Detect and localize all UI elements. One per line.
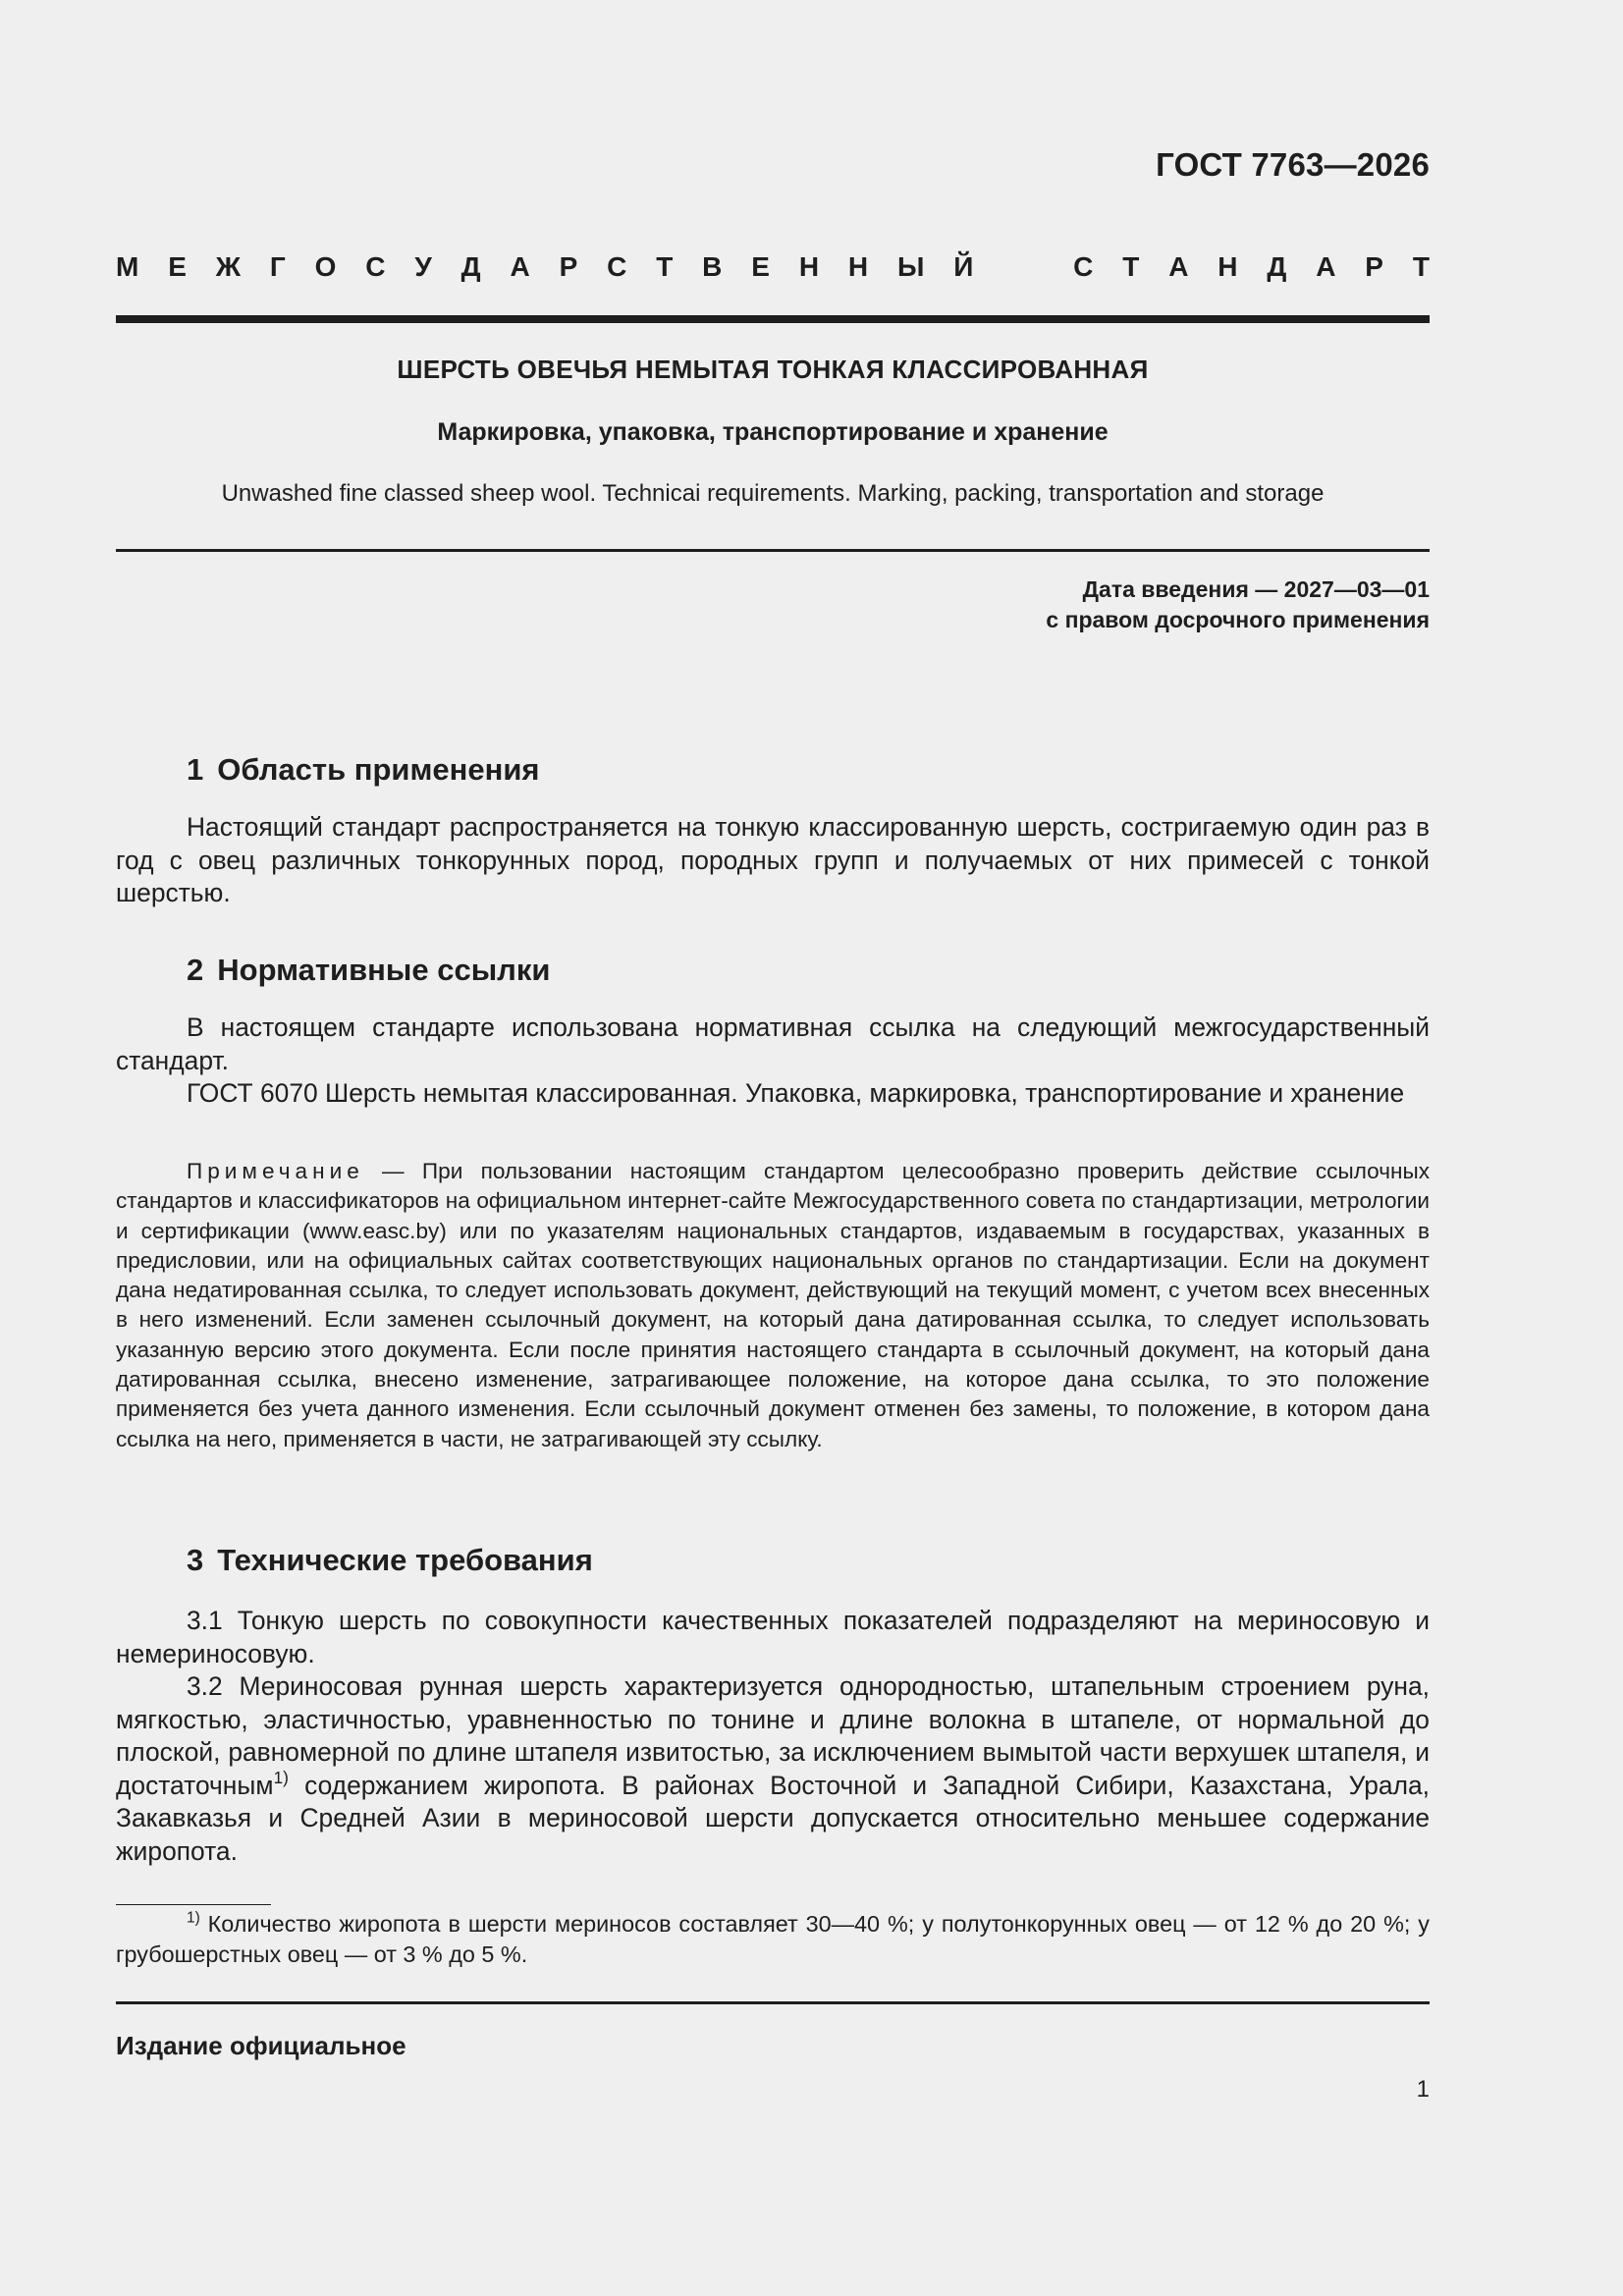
std-letter: С xyxy=(1073,251,1094,282)
introduction-date-line: Дата введения — 2027—03—01 xyxy=(1082,576,1430,602)
std-letter: Г xyxy=(269,251,286,282)
std-letter: С xyxy=(607,251,627,282)
document-subtitle: Маркировка, упаковка, транспортирование и хранение xyxy=(437,418,1109,446)
section-heading xyxy=(187,953,550,988)
title-rule xyxy=(116,549,1430,552)
std-letter: Й xyxy=(953,251,974,282)
note-text: — При пользовании настоящим стандартом целесообразно проверить действие ссылочных стандартов и классификаторов на официальном интернет-сайте Межгосударственного совета по стандартизации, метрологии и сертификации (www.easc.by) или по указателям национальных стандартов, издаваемым в государствах, указанных в предисловии, или на официальных сайтах соответствующих национальных органов по стандартизации. Если на документ дана недатированная ссылка, то следует использовать документ, действующий на текущий момент, с учетом всех внесенных в него изменений. Если заменен ссылочный документ, на который дана датированная ссылка, то следует использовать указанную версию этого документа. Если после принятия настоящего стандарта в ссылочный документ, на который дана датированная ссылка, внесено изменение, затрагивающее положение, на которое дана ссылка, то это положение применяется без учета данного изменения. Если ссылочный документ отменен без замены, то положение, в котором дана ссылка на него, применяется в части, не затрагивающей эту ссылку. xyxy=(116,1159,1430,1451)
note-paragraph xyxy=(116,1157,1430,1454)
std-letter: Ж xyxy=(215,251,242,282)
official-edition-label: Издание официальное xyxy=(116,2031,406,2060)
std-letter: Т xyxy=(656,251,674,282)
english-title: Unwashed fine classed sheep wool. Technicai requirements. Marking, packing, transportation and storage xyxy=(221,480,1325,507)
footnote-text: Количество жиропота в шерсти мериносов составляет 30—40 %; у полутонкорунных овец — от 12 % до 20 %; у грубошерстных овец — от 3 % до 5 %. xyxy=(116,1911,1430,1967)
std-letter: Р xyxy=(1365,251,1383,282)
section-title: Технические требования xyxy=(217,1543,593,1577)
page-number: 1 xyxy=(1416,2076,1430,2103)
introduction-date xyxy=(1046,574,1430,635)
footnote-paragraph xyxy=(116,1909,1430,1970)
early-application-line: с правом досрочного применения xyxy=(1046,607,1430,632)
standard-type-label xyxy=(116,251,1430,283)
section-title: Нормативные ссылки xyxy=(217,953,551,987)
std-letter: Н xyxy=(1217,251,1238,282)
footnote-marker: 1) xyxy=(187,1909,200,1927)
footnote-reference[interactable]: 1) xyxy=(273,1767,289,1787)
reference-item: ГОСТ 6070 Шерсть немытая классированная. Упаковка, маркировка, транспортирование и хранение xyxy=(187,1078,1405,1108)
std-letter: Е xyxy=(751,251,770,282)
std-letter: Ы xyxy=(897,251,925,282)
footnote xyxy=(116,1909,1430,1970)
note xyxy=(116,1157,1430,1454)
std-letter: Е xyxy=(168,251,187,282)
paragraph-text: 3.2 Мериносовая рунная шерсть характеризуется однородностью, штапельным строением руна, мягкостью, эластичностью, уравненностью по тонине и длине волокна в штапеле, от нормальной до плоской, равномерной по длине штапеля извитостью, за исключением вымытой части верхушек штапеля, и достаточным xyxy=(116,1671,1430,1800)
section-heading xyxy=(187,1543,593,1578)
std-letter: А xyxy=(1168,251,1189,282)
std-letter: О xyxy=(314,251,337,282)
std-letter: А xyxy=(510,251,530,282)
std-letter: Т xyxy=(1122,251,1140,282)
std-letter: В xyxy=(702,251,723,282)
section-body xyxy=(116,811,1430,910)
section-heading xyxy=(187,752,540,788)
section-body xyxy=(116,1605,1430,1868)
std-letter: Т xyxy=(1412,251,1430,282)
section-number: 2 xyxy=(187,953,204,987)
std-letter: М xyxy=(116,251,139,282)
footnote-separator xyxy=(116,1904,271,1905)
footer-rule xyxy=(116,2001,1430,2004)
section-title: Область применения xyxy=(217,752,540,787)
paragraph: Настоящий стандарт распространяется на тонкую классированную шерсть, состригаемую один раз в год с овец различных тонкорунных пород, породных групп и получаемых от них примесей с тонкой шерстью. xyxy=(116,812,1430,907)
section-number: 1 xyxy=(187,752,204,787)
std-letter: Н xyxy=(847,251,869,282)
std-letter: С xyxy=(365,251,386,282)
paragraph xyxy=(116,1670,1430,1868)
paragraph: 3.1 Тонкую шерсть по совокупности качественных показателей подразделяют на мериносовую и немериносовую. xyxy=(116,1606,1430,1668)
std-letter: Д xyxy=(1267,251,1287,282)
std-letter: Р xyxy=(559,251,578,282)
document-number: ГОСТ 7763—2026 xyxy=(1156,146,1430,183)
std-letter: У xyxy=(414,251,432,282)
note-label: Примечание xyxy=(187,1159,364,1183)
section-number: 3 xyxy=(187,1543,204,1577)
header-rule xyxy=(116,315,1430,323)
std-letter: Д xyxy=(460,251,481,282)
section-body xyxy=(116,1011,1430,1111)
paragraph-text: содержанием жиропота. В районах Восточной и Западной Сибири, Казахстана, Урала, Закавказья и Средней Азии в мериносовой шерсти допускается относительно меньшее содержание жиропота. xyxy=(116,1770,1430,1866)
paragraph: В настоящем стандарте использована нормативная ссылка на следующий межгосударственный стандарт. xyxy=(116,1012,1430,1075)
document-title: ШЕРСТЬ ОВЕЧЬЯ НЕМЫТАЯ ТОНКАЯ КЛАССИРОВАННАЯ xyxy=(397,355,1149,384)
std-letter: Н xyxy=(798,251,820,282)
std-letter: А xyxy=(1316,251,1336,282)
word-gap xyxy=(1002,251,1044,283)
